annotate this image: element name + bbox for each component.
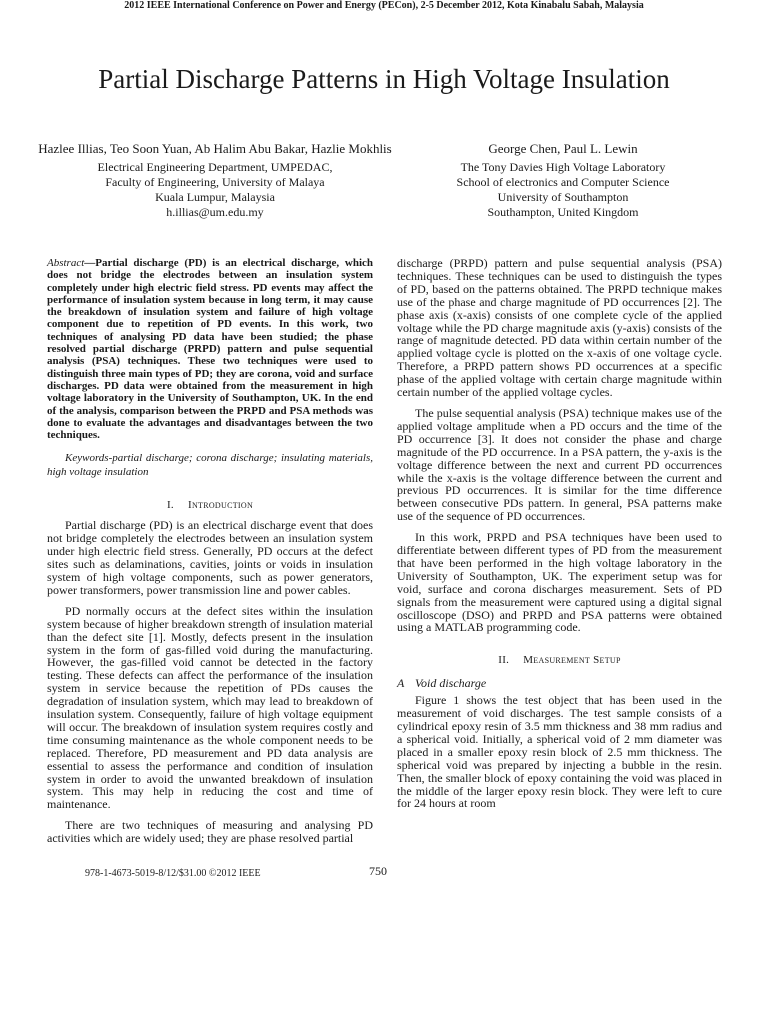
subsection-heading-void-discharge [397, 677, 722, 690]
affiliation-line: The Tony Davies High Voltage Laboratory [460, 159, 666, 174]
affiliation-line: University of Southampton [497, 189, 629, 204]
authors-right [386, 140, 740, 220]
page-number: 750 [369, 864, 387, 878]
affiliation-line: Electrical Engineering Department, UMPEDAC, [97, 159, 333, 174]
abstract-lead: Abstract [47, 257, 85, 269]
paper-title: Partial Discharge Patterns in High Voltage Insulation [98, 64, 670, 94]
paragraph: Figure 1 shows the test object that has been used in the measurement of void discharges. The test sample consists of a cylindrical epoxy resin of 3.5 mm thickness and 38 mm radius and a spherical void. Initially, a spherical void of 2 mm diameter was placed in a smaller epoxy resin block of 2.5 mm thickness. The spherical void was prepared by injecting a bubble in the resin. Then, the smaller block of epoxy containing the void was placed in the middle of the larger epoxy resin block. They were left to cure for 24 hours at room [397, 693, 722, 811]
paragraph: PD normally occurs at the defect sites within the insulation system because of higher breakdown strength of insulation material than the defect site [1]. Mostly, defects present in the insulation system in the form of gas-filled void during the manufacturing. However, the gas-filled void cannot be detected in the factory testing. These defects can affect the performance of the insulation system in service because the repetition of PDs causes the degradation of insulation system, which may lead to breakdown of insulation system. Consequently, failure of high voltage equipment will occur. The breakdown of insulation system requires costly and time consuming maintenance as the whole component needs to be replaced. Therefore, PD measurement and PD data analysis are essential to assess the performance and condition of insulation system in order to avoid the unwanted breakdown of insulation system. This may help in reducing the cost and time of maintenance. [47, 603, 373, 812]
right-column [397, 257, 722, 810]
section-number: II. [498, 654, 510, 667]
abstract: Abstract—Partial discharge (PD) is an electrical discharge, which does not bridge the electrodes between an insulation system completely under high electric field stress. PD events may affect the performance of insulation system because in long term, it may cause the breakdown of insulation system and failure of high voltage component due to repetition of PD events. In this work, two techniques of analysing PD data have been studied; the phase resolved partial discharge (PRPD) pattern and pulse sequential analysis (PSA) techniques. These two techniques were used to distinguish three main types of PD; they are corona, void and surface discharges. PD data were obtained from the measurement in high voltage laboratory in the University of Southampton, UK. In the end of the analysis, comparison between the PRPD and PSA methods was done to evaluate the advantages and disadvantages between the two techniques. [47, 257, 373, 442]
authors-left [38, 140, 392, 220]
affiliation-line: Kuala Lumpur, Malaysia [155, 189, 275, 204]
paragraph: discharge (PRPD) pattern and pulse sequential analysis (PSA) techniques. These techniques can be used to distinguish the types of PD, based on the patterns obtained. The PRPD technique makes use of the phase and charge magnitude of PD occurrences [2]. The phase axis (x-axis) consists of one complete cycle of the applied voltage while the PD charge magnitude axis (y-axis) consists of the range of magnitude detected. PD data within certain number of the applied voltage cycle is plotted on the x-axis of one voltage cycle. Therefore, a PRPD pattern shows PD occurrences at a specific phase of the applied voltage with certain charge magnitude within certain number of the applied voltage cycles. [397, 256, 722, 400]
section-title: Introduction [187, 499, 254, 512]
subsection-title: Void discharge [415, 676, 487, 691]
paragraph: The pulse sequential analysis (PSA) technique makes use of the applied voltage amplitude when a PD occurs and the time of the PD occurrence [3]. It does not consider the phase and charge magnitude of the PD occurrence. In a PSA pattern, the y-axis is the voltage difference between the next and current PD occurrences while the x-axis is the voltage difference between the current and previous PD occurrences. It is similar for the time difference between consecutive PDs pattern. In general, PSA patterns make use of the sequence of PD occurrences. [397, 405, 722, 524]
affiliation-line: Faculty of Engineering, University of Malaya [105, 174, 325, 189]
left-column [47, 257, 373, 845]
subsection-letter: A [397, 676, 405, 691]
copyright-notice: 978-1-4673-5019-8/12/$31.00 ©2012 IEEE [85, 868, 261, 879]
author-names-left: Hazlee Illias, Teo Soon Yuan, Ab Halim Abu Bakar, Hazlie Mokhlis [38, 141, 392, 156]
paragraph: Partial discharge (PD) is an electrical discharge event that does not bridge completely the electrodes between an insulation system under high electric field stress. Generally, PD occurs at the defect sites such as delaminations, cavities, joints or voids in insulation system of high voltage components, such as power generators, power transformers, power transmission line and power cables. [47, 518, 373, 597]
author-names-right: George Chen, Paul L. Lewin [488, 141, 638, 156]
paragraph: In this work, PRPD and PSA techniques have been used to differentiate between different types of PD from the measurement that have been performed in the high voltage laboratory in the University of Southampton, UK. The experiment setup was for void, surface and corona discharges measurement. Sets of PD signals from the measurement were captured using a digital signal oscilloscope (DSO) and PRPD and PSA patterns were obtained using a MATLAB programming code. [397, 530, 722, 635]
section-number: I. [166, 499, 174, 512]
author-email: h.illias@um.edu.my [166, 205, 264, 220]
keywords: Keywords-partial discharge; corona discharge; insulating materials, high voltage insulation [47, 452, 373, 479]
paragraph: There are two techniques of measuring and analysing PD activities which are widely used; they are phase resolved partial [47, 818, 373, 846]
abstract-body: Partial discharge (PD) is an electrical discharge, which does not bridge the electrodes between an insulation system completely under high electric field stress. PD events may affect the performance of insulation system because in long term, it may cause the breakdown of insulation system and failure of high voltage component due to repetition of PD events. In this work, two techniques of analysing PD data have been studied; the phase resolved partial discharge (PRPD) pattern and pulse sequential analysis (PSA) techniques. These two techniques were used to distinguish three main types of PD; they are corona, void and surface discharges. PD data were obtained from the measurement in high voltage laboratory in the University of Southampton, UK. In the end of the analysis, comparison between the PRPD and PSA methods was done to evaluate the advantages and disadvantages between the two techniques. [47, 257, 373, 442]
affiliation-line: School of electronics and Computer Science [456, 174, 670, 189]
affiliation-line: Southampton, United Kingdom [487, 205, 639, 220]
section-heading-introduction [47, 499, 373, 512]
section-heading-measurement-setup [397, 654, 722, 667]
conference-header: 2012 IEEE International Conference on Power and Energy (PECon), 2-5 December 2012, Kota Kinabalu Sabah, Malaysia [124, 0, 644, 11]
section-title: Measurement Setup [523, 654, 621, 667]
